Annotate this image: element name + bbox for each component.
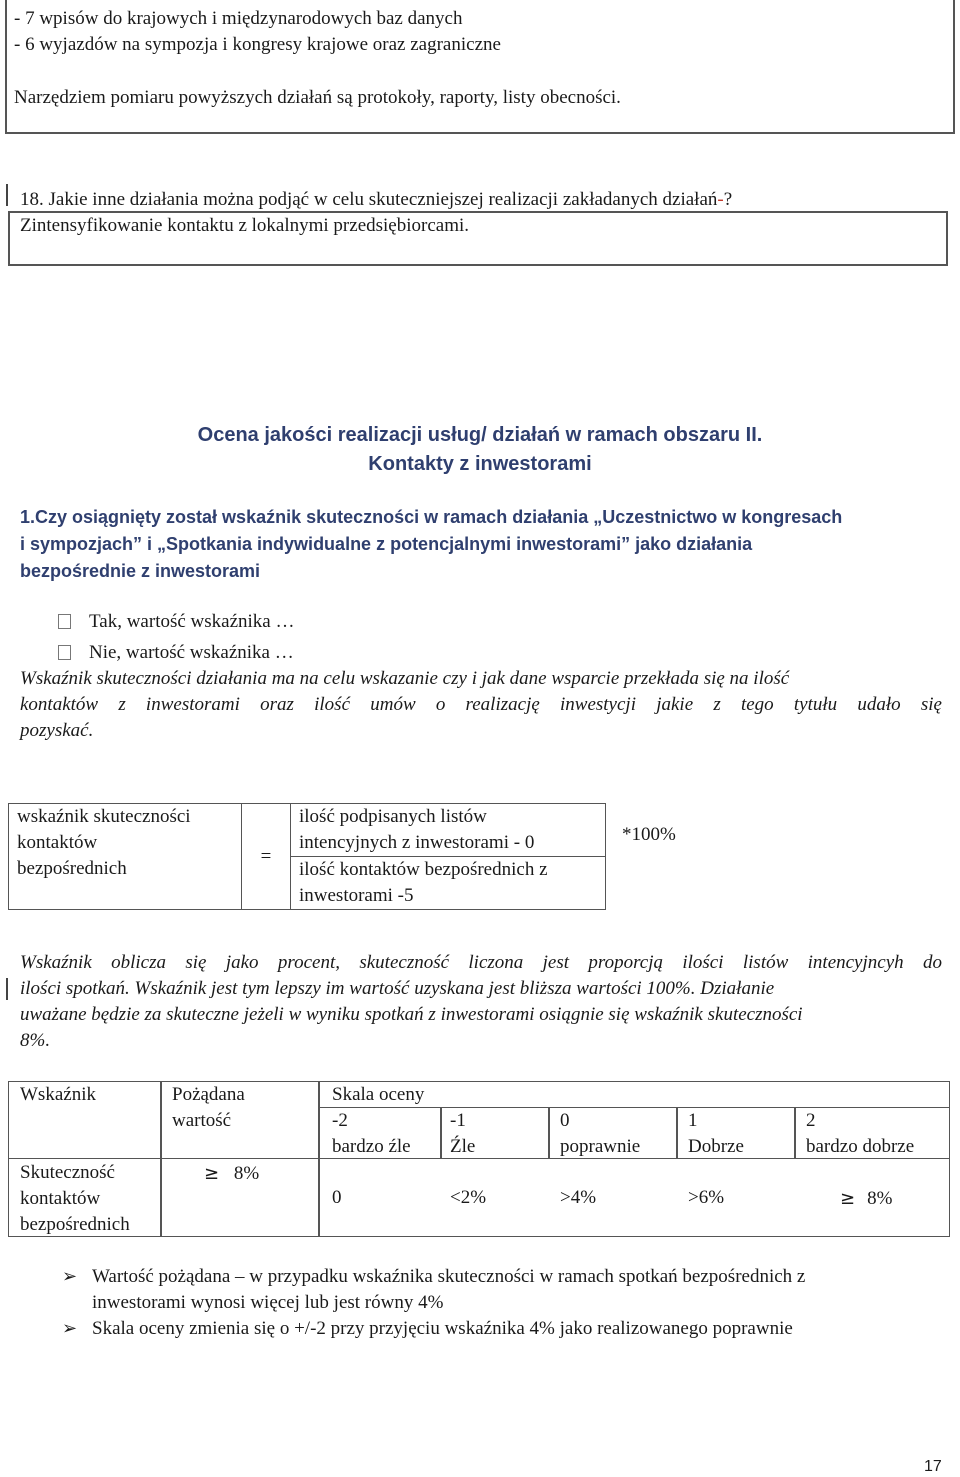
table-divider bbox=[8, 1158, 950, 1159]
formula-multiplier: *100% bbox=[622, 824, 676, 845]
grade-number: -2 bbox=[332, 1110, 348, 1131]
bullet-arrow-icon: ➢ bbox=[62, 1266, 78, 1287]
question-1 bbox=[20, 504, 842, 585]
page-number: 17 bbox=[924, 1458, 942, 1475]
scale-value-text: 8% bbox=[867, 1188, 893, 1209]
header-desired: Pożądana bbox=[172, 1084, 245, 1105]
row-label: Skuteczność bbox=[20, 1162, 115, 1183]
description-fragment: ilości spotkań. Wskaźnik jest tym lepszy im wartość uzyskana jest bliższa wartości 100%. bbox=[20, 978, 701, 999]
table-divider bbox=[318, 1081, 320, 1237]
header-desired: wartość bbox=[172, 1110, 232, 1131]
option-yes-label: Tak, wartość wskaźnika … bbox=[89, 611, 295, 632]
grade-label: poprawnie bbox=[560, 1136, 641, 1157]
formula-numerator bbox=[291, 804, 606, 857]
bullet-line-databases: - 7 wpisów do krajowych i międzynarodowych baz danych bbox=[14, 8, 463, 29]
grade-label: bardzo źle bbox=[332, 1136, 411, 1157]
scale-value: >4% bbox=[560, 1187, 597, 1208]
question-1-line: bezpośrednie z inwestorami bbox=[20, 561, 261, 581]
table-divider bbox=[676, 1107, 678, 1158]
formula-label-cell bbox=[9, 804, 242, 910]
denominator-line: ilość kontaktów bezpośrednich z bbox=[299, 859, 548, 880]
scale-value bbox=[840, 1186, 892, 1212]
option-no[interactable] bbox=[58, 640, 294, 666]
grade-number: 2 bbox=[806, 1110, 816, 1131]
formula-equals: = bbox=[260, 845, 272, 867]
bullet-arrow-icon: ➢ bbox=[62, 1318, 78, 1339]
checkbox-no[interactable] bbox=[58, 645, 71, 660]
table-divider bbox=[318, 1107, 950, 1108]
question-18 bbox=[20, 187, 732, 213]
greater-equal-icon: ≥ bbox=[204, 1163, 220, 1184]
desired-value-text: 8% bbox=[233, 1163, 260, 1184]
scale-value: 0 bbox=[332, 1187, 342, 1208]
checkbox-yes[interactable] bbox=[58, 614, 71, 629]
row-label: kontaktów bbox=[20, 1188, 101, 1209]
section-title: Ocena jakości realizacji usług/ działań w ramach obszaru II. bbox=[197, 424, 763, 446]
formula-label-line: kontaktów bbox=[17, 832, 98, 853]
formula-denominator bbox=[291, 857, 606, 910]
description-line bbox=[20, 976, 774, 1002]
change-bar bbox=[6, 978, 8, 1000]
row-label: bezpośrednich bbox=[20, 1214, 130, 1235]
question-18-mark: - bbox=[717, 189, 724, 210]
formula-label-line: bezpośrednich bbox=[17, 858, 127, 879]
grade-label: Dobrze bbox=[688, 1136, 744, 1157]
denominator-line: inwestorami -5 bbox=[299, 885, 414, 906]
table-divider bbox=[160, 1081, 162, 1237]
option-yes[interactable] bbox=[58, 609, 295, 635]
grade-number: 0 bbox=[560, 1110, 570, 1131]
grade-label: Źle bbox=[450, 1136, 476, 1157]
question-18-end: ? bbox=[723, 189, 733, 210]
section-subtitle: Kontakty z inwestorami bbox=[368, 453, 592, 475]
description-line: pozyskać. bbox=[20, 720, 94, 741]
measurement-tools-line: Narzędziem pomiaru powyższych działań są protokoły, raporty, listy obecności. bbox=[14, 87, 621, 108]
scale-value-text: >6% bbox=[688, 1187, 725, 1208]
formula-equals-cell bbox=[242, 804, 291, 910]
description-line: kontaktów z inwestorami oraz ilość umów o realizację inwestycji jakie z tego tytułu udało się bbox=[20, 694, 942, 715]
grade-number: -1 bbox=[450, 1110, 466, 1131]
table-divider bbox=[794, 1107, 796, 1158]
answer-18: Zintensyfikowanie kontaktu z lokalnymi przedsiębiorcami. bbox=[20, 215, 470, 236]
greater-equal-icon: ≥ bbox=[840, 1188, 856, 1209]
formula-label-line: wskaźnik skuteczności bbox=[17, 806, 191, 827]
grade-number: 1 bbox=[688, 1110, 698, 1131]
change-bar bbox=[6, 184, 8, 206]
table-divider bbox=[440, 1107, 442, 1158]
header-scale: Skala oceny bbox=[332, 1084, 425, 1105]
question-18-text: 18. Jakie inne działania można podjąć w celu skuteczniejszej realizacji zakładanych działań bbox=[20, 189, 718, 210]
scale-value: <2% bbox=[450, 1187, 487, 1208]
header-indicator: Wskaźnik bbox=[20, 1084, 96, 1105]
table-divider bbox=[548, 1107, 550, 1158]
description-fragment: Działanie bbox=[700, 978, 775, 999]
formula bbox=[8, 803, 606, 910]
numerator-line: ilość podpisanych listów bbox=[299, 806, 487, 827]
bullet-text: inwestorami wynosi więcej lub jest równy 4% bbox=[92, 1292, 444, 1313]
bullet-text: Wartość pożądana – w przypadku wskaźnika skuteczności w ramach spotkań bezpośrednich z bbox=[92, 1266, 806, 1287]
bullet-line-symposia: - 6 wyjazdów na sympozja i kongresy krajowe oraz zagraniczne bbox=[14, 34, 501, 55]
bullet-text: Skala oceny zmienia się o +/-2 przy przyjęciu wskaźnika 4% jako realizowanego poprawnie bbox=[92, 1318, 793, 1339]
scale-value bbox=[688, 1185, 724, 1211]
desired-value bbox=[204, 1161, 259, 1187]
description-line: uważane będzie za skuteczne jeżeli w wyniku spotkań z inwestorami osiągnie się wskaźnik skuteczności bbox=[20, 1004, 803, 1025]
description-line: 8%. bbox=[20, 1030, 51, 1051]
grade-label: bardzo dobrze bbox=[806, 1136, 915, 1157]
description-line: Wskaźnik skuteczności działania ma na celu wskazanie czy i jak dane wsparcie przekłada się na ilość bbox=[20, 668, 790, 689]
numerator-line: intencyjnych z inwestorami - 0 bbox=[299, 832, 535, 853]
question-1-line: i sympozjach” i „Spotkania indywidualne z potencjalnymi inwestorami” jako działania bbox=[20, 534, 753, 554]
option-no-label: Nie, wartość wskaźnika … bbox=[89, 642, 294, 663]
question-1-line: 1.Czy osiągnięty został wskaźnik skuteczności w ramach działania „Uczestnictwo w kongresach bbox=[20, 507, 843, 527]
description-line: Wskaźnik oblicza się jako procent, skuteczność liczona jest proporcją ilości listów intencyjncyh do bbox=[20, 952, 942, 973]
